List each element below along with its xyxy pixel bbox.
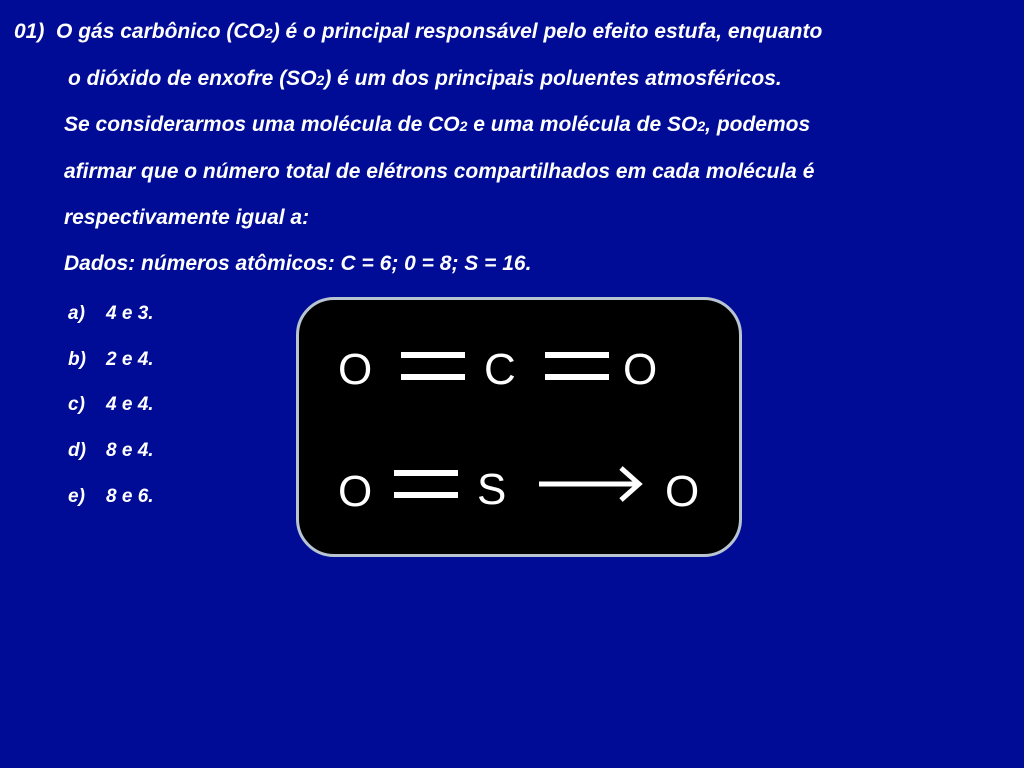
question-line-1 (14, 19, 822, 46)
subscript: 2 (316, 72, 325, 88)
given-data: Dados: números atômicos: C = 6; 0 = 8; S = 16. (64, 252, 532, 275)
question-text-5: respectivamente igual a: (64, 206, 310, 229)
so2-sulfur: S (477, 465, 507, 514)
question-line-5 (64, 205, 309, 231)
question-text-3c: , podemos (705, 113, 811, 136)
option-d[interactable] (68, 439, 154, 463)
co2-oxygen-left: O (338, 345, 373, 394)
option-e[interactable] (68, 485, 154, 509)
option-a[interactable] (68, 302, 154, 326)
so2-double-bond (394, 470, 458, 498)
option-letter: e) (68, 486, 85, 507)
option-c[interactable] (68, 393, 154, 417)
question-line-3 (64, 112, 810, 139)
question-line-2 (68, 66, 782, 93)
option-letter: b) (68, 349, 86, 370)
question-text-2b: ) é um dos principais poluentes atmosféricos. (324, 67, 782, 90)
question-line-6 (64, 251, 531, 277)
molecule-structures-box (296, 297, 742, 557)
question-text-4: afirmar que o número total de elétrons compartilhados em cada molécula é (64, 160, 815, 183)
dative-bond-arrow-icon (537, 462, 647, 506)
question-text-3a: Se considerarmos uma molécula de CO (64, 113, 460, 136)
option-letter: d) (68, 440, 86, 461)
question-text-2a: o dióxido de enxofre (SO (68, 67, 317, 90)
so2-oxygen-right: O (665, 467, 700, 516)
co2-carbon: C (484, 345, 516, 394)
question-text-3b: e uma molécula de SO (467, 113, 698, 136)
co2-oxygen-right: O (623, 345, 658, 394)
subscript: 2 (459, 118, 468, 134)
option-text: 8 e 4. (106, 440, 154, 461)
option-text: 4 e 3. (106, 303, 154, 324)
question-text-1b: ) é o principal responsável pelo efeito estufa, enquanto (272, 20, 823, 43)
option-b[interactable] (68, 348, 154, 372)
co2-double-bond-right (545, 352, 609, 380)
option-letter: c) (68, 394, 85, 415)
option-text: 2 e 4. (106, 349, 154, 370)
option-text: 8 e 6. (106, 486, 154, 507)
subscript: 2 (264, 25, 273, 41)
option-letter: a) (68, 303, 85, 324)
co2-double-bond-left (401, 352, 465, 380)
subscript: 2 (697, 118, 706, 134)
option-text: 4 e 4. (106, 394, 154, 415)
question-number: 01) (14, 20, 45, 43)
so2-oxygen-left: O (338, 467, 373, 516)
question-line-4 (64, 159, 814, 185)
question-text-1a: O gás carbônico (CO (56, 20, 265, 43)
